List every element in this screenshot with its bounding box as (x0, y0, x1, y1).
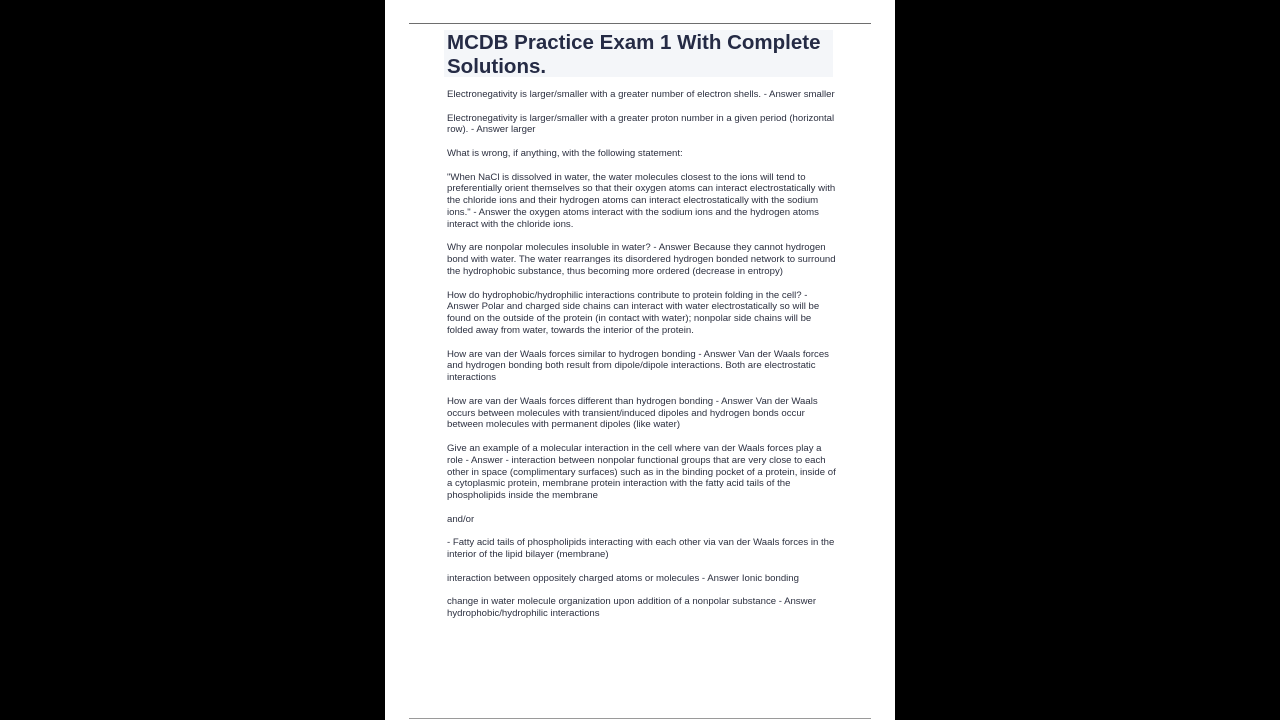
document-page (385, 0, 895, 720)
paragraph: How do hydrophobic/hydrophilic interactions contribute to protein folding in the cell? - Answer Polar and charged side chains can interact with water electrostatically so will be found on the outside of the protein (in contact with water); nonpolar side chains will be folded away from water, towards the interior of the protein. (447, 289, 820, 336)
paragraph: Why are nonpolar molecules insoluble in water? - Answer Because they cannot hydrogen bond with water. The water rearranges its disordered hydrogen bonded network to surround the hydrophobic substance, thus becoming more ordered (decrease in entropy) (447, 242, 836, 277)
paragraph: change in water molecule organization upon addition of a nonpolar substance - Answer hydrophobic/hydrophilic interactions (447, 596, 817, 620)
paragraph: How are van der Waals forces similar to hydrogen bonding - Answer Van der Waals forces and hydrogen bonding both result from dipole/dipole interactions. Both are electrostatic interactions (447, 348, 829, 384)
top-divider (409, 23, 871, 24)
paragraph: What is wrong, if anything, with the following statement: (447, 147, 683, 159)
paragraph: Electronegativity is larger/smaller with a greater number of electron shells. - Answer smaller (447, 89, 835, 100)
paragraph: interaction between oppositely charged atoms or molecules - Answer Ionic bonding (447, 572, 799, 584)
paragraph: Give an example of a molecular interaction in the cell where van der Waals forces play a role - Answer - interaction between nonpolar functional groups that are very close to each other in space (complimentary surfaces) such as in the binding pocket of a protein, inside of a cytoplasmic protein, membrane protein interaction with the fatty acid tails of the phospholipids inside the membrane (447, 442, 836, 502)
document-title: MCDB Practice Exam 1 With Complete Solutions. (447, 31, 821, 78)
paragraph: and/or (447, 513, 475, 525)
document-body (447, 89, 837, 632)
paragraph: - Fatty acid tails of phospholipids interacting with each other via van der Waals forces in the interior of the lipid bilayer (membrane) (447, 537, 835, 561)
paragraph: Electronegativity is larger/smaller with a greater proton number in a given period (horizontal row). - Answer larger (447, 112, 835, 136)
paragraph: "When NaCl is dissolved in water, the water molecules closest to the ions will tend to preferentially orient themselves so that their oxygen atoms can interact electrostatically with the chloride ions and their hydrogen atoms can interact electrostatically with the sodium ions." - Answer the oxygen atoms interact with the sodium ions and the hydrogen atoms interact with the chloride ions. (447, 171, 836, 230)
bottom-divider (409, 718, 871, 719)
paragraph: How are van der Waals forces different than hydrogen bonding - Answer Van der Waals occurs between molecules with transient/induced dipoles and hydrogen bonds occur between molecules with permanent dipoles (like water) (447, 395, 818, 431)
